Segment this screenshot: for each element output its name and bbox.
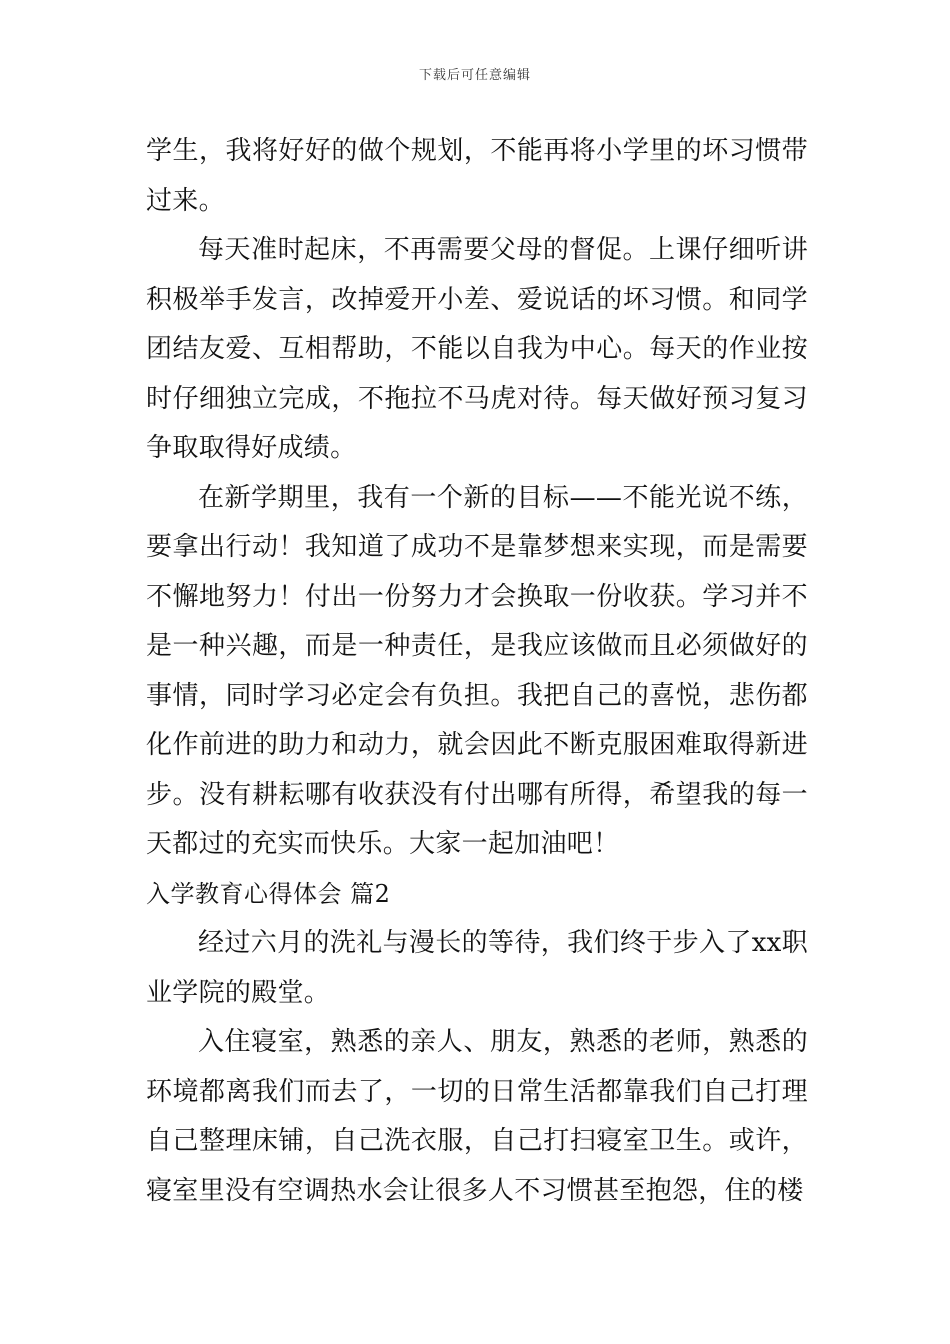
paragraph-4: 经过六月的洗礼与漫长的等待，我们终于步入了xx职业学院的殿堂。 [146,928,808,1008]
page-header-note: 下载后可任意编辑 [418,68,531,83]
paragraph-1: 学生，我将好好的做个规划，不能再将小学里的坏习惯带过来。 [146,136,808,216]
paragraph-5: 入住寝室，熟悉的亲人、朋友，熟悉的老师，熟悉的环境都离我们而去了，一切的日常生活都靠我们自己打理自己整理床铺，自己洗衣服，自己打扫寝室卫生。或许，寝室里没有空调热水会让很多人不习惯甚至抱怨，住的楼 [146,1027,808,1206]
paragraph-3: 在新学期里，我有一个新的目标——不能光说不练，要拿出行动！我知道了成功不是靠梦想来实现，而是需要不懈地努力！付出一份努力才会换取一份收获。学习并不是一种兴趣，而是一种责任，是我应该做而且必须做好的事情，同时学习必定会有负担。我把自己的喜悦，悲伤都化作前进的助力和动力，就会因此不断克服困难取得新进步。没有耕耘哪有收获没有付出哪有所得，希望我的每一天都过的充实而快乐。大家一起加油吧！ [146,482,808,859]
document-body [146,127,808,1216]
section-title: 入学教育心得体会 篇2 [146,879,391,908]
paragraph-2: 每天准时起床，不再需要父母的督促。上课仔细听讲积极举手发言，改掉爱开小差、爱说话的坏习惯。和同学团结友爱、互相帮助，不能以自我为中心。每天的作业按时仔细独立完成，不拖拉不马虎对待。每天做好预习复习争取取得好成绩。 [146,235,808,463]
